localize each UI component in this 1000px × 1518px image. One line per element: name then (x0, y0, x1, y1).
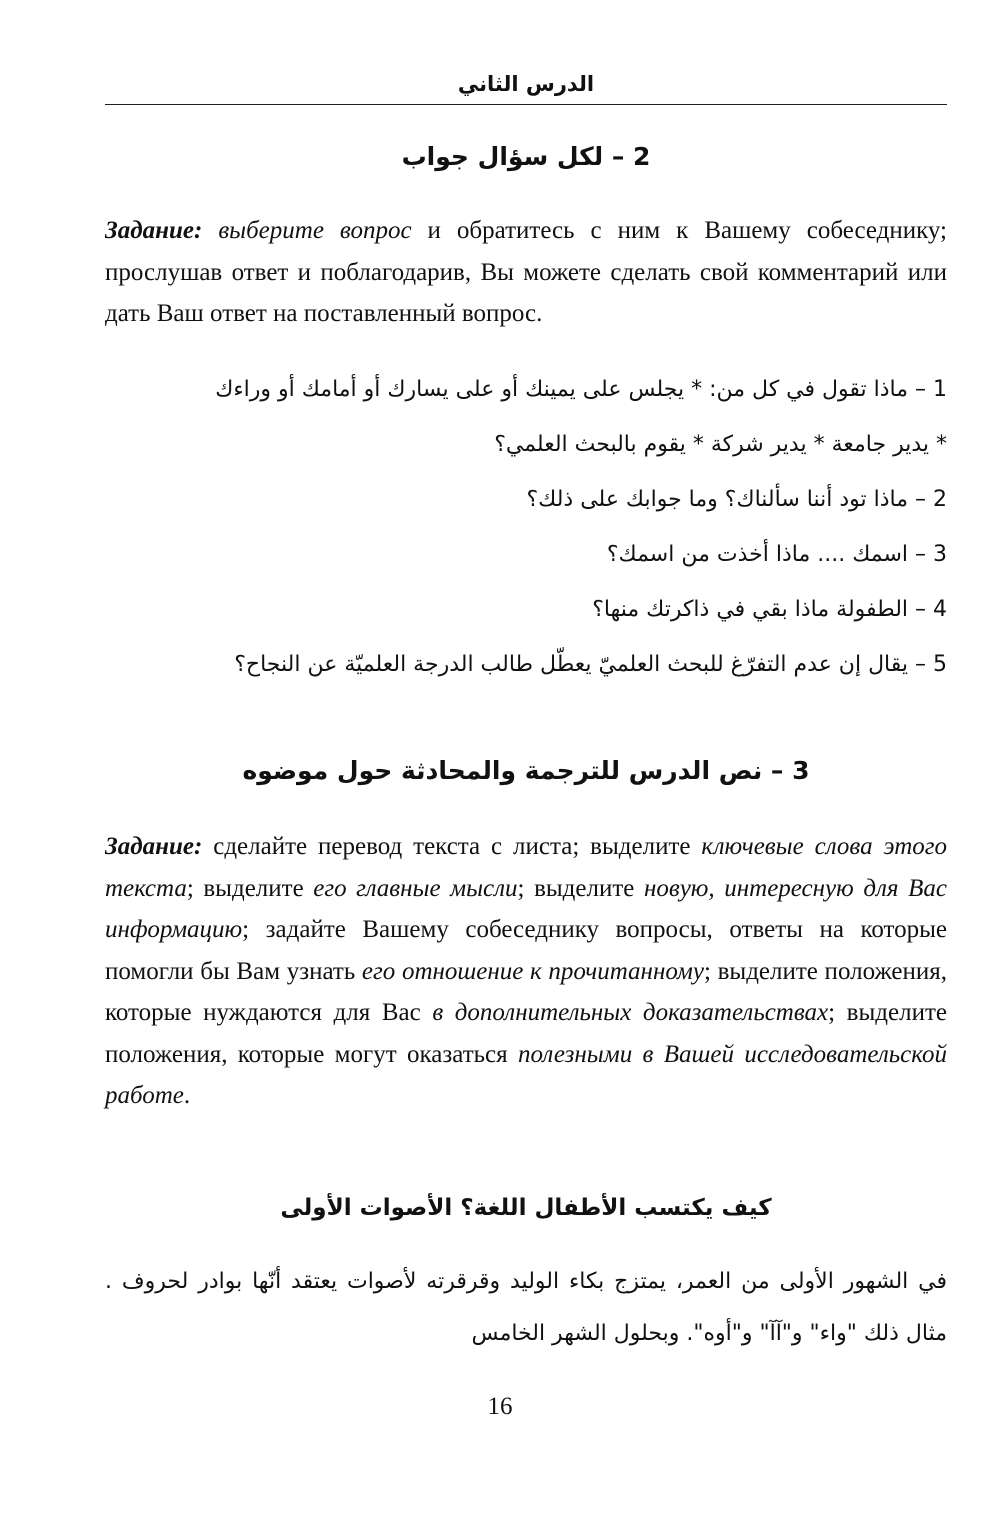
task-text-segment: ; задайте Вашему собеседнику вопросы, ответы на которые помогли бы Вам узнать (105, 916, 947, 985)
task-text: и обратитесь с ним к Вашему собеседнику; прослушав ответ и поблагодарив, Вы можете сделать свой комментарий или дать Ваш ответ на поставленный вопрос. (105, 217, 948, 327)
task-text (105, 833, 947, 1109)
task-italic-phrase: новую, интересную для Вас информацию (105, 874, 947, 943)
section-3-heading: 3 – نص الدرس للترجمة والمحادثة حول موضوه (242, 756, 810, 785)
section-2-task (105, 210, 947, 335)
article-title: كيف يكتسب الأطفال اللغة؟ الأصوات الأولى (280, 1195, 772, 1221)
question-item: 1 – ماذا تقول في كل من: * يجلس على يمينك أو على يسارك أو أمامك أو وراءك (215, 377, 947, 402)
task-italic-phrase: ключевые слова этого текста (105, 833, 947, 902)
task-italic-phrase: его отношение к прочитанному (361, 957, 704, 985)
task-text-segment: ; выделите (186, 874, 314, 902)
task-text-segment: ; выделите положения, которые нуждаются для Вас (105, 957, 948, 1026)
question-item: 5 – يقال إن عدم التفرّغ للبحث العلميّ يعطّل طالب الدرجة العلميّة عن النجاح؟ (234, 652, 947, 677)
question-item: * يدير جامعة * يدير شركة * يقوم بالبحث العلمي؟ (494, 432, 947, 457)
task-italic-phrase: его главные мысли (313, 874, 518, 902)
task-label: Задание: (105, 217, 203, 244)
article-body: في الشهور الأولى من العمر، يمتزج بكاء الوليد وقرقرته لأصوات يعتقد أنّها بوادر لحروف . مثال ذلك "واء" و"آآ" و"أوه". وبحلول الشهر الخامس (105, 1269, 947, 1346)
task-italic-phrase: в дополнительных доказательствах (432, 999, 829, 1026)
task-italic-phrase: полезными в Вашей исследовательской работе (105, 1040, 947, 1109)
question-item: 4 – الطفولة ماذا بقي في ذاكرتك منها؟ (592, 597, 947, 622)
page-number: 16 (487, 1393, 513, 1420)
task-label: Задание: (105, 833, 203, 860)
running-header: الدرس الثاني (457, 72, 595, 96)
section-2-heading: 2 – لكل سؤال جواب (401, 142, 651, 171)
header-rule (105, 104, 947, 105)
section-3-task (105, 826, 947, 1117)
question-list (105, 362, 947, 692)
question-item: 3 – اسمك .... ماذا أخذت من اسمك؟ (606, 542, 947, 567)
task-text-segment: сделайте перевод текста с листа; выделите (202, 833, 702, 860)
task-text-segment: . (183, 1082, 191, 1109)
task-text-segment: ; выделите положения, которые могут оказаться (105, 999, 947, 1068)
question-item: 2 – ماذا تود أننا سألناك؟ وما جوابك على ذلك؟ (526, 487, 947, 512)
task-text-segment: ; выделите (517, 874, 644, 902)
task-italic-phrase: выберите вопрос (218, 217, 412, 244)
